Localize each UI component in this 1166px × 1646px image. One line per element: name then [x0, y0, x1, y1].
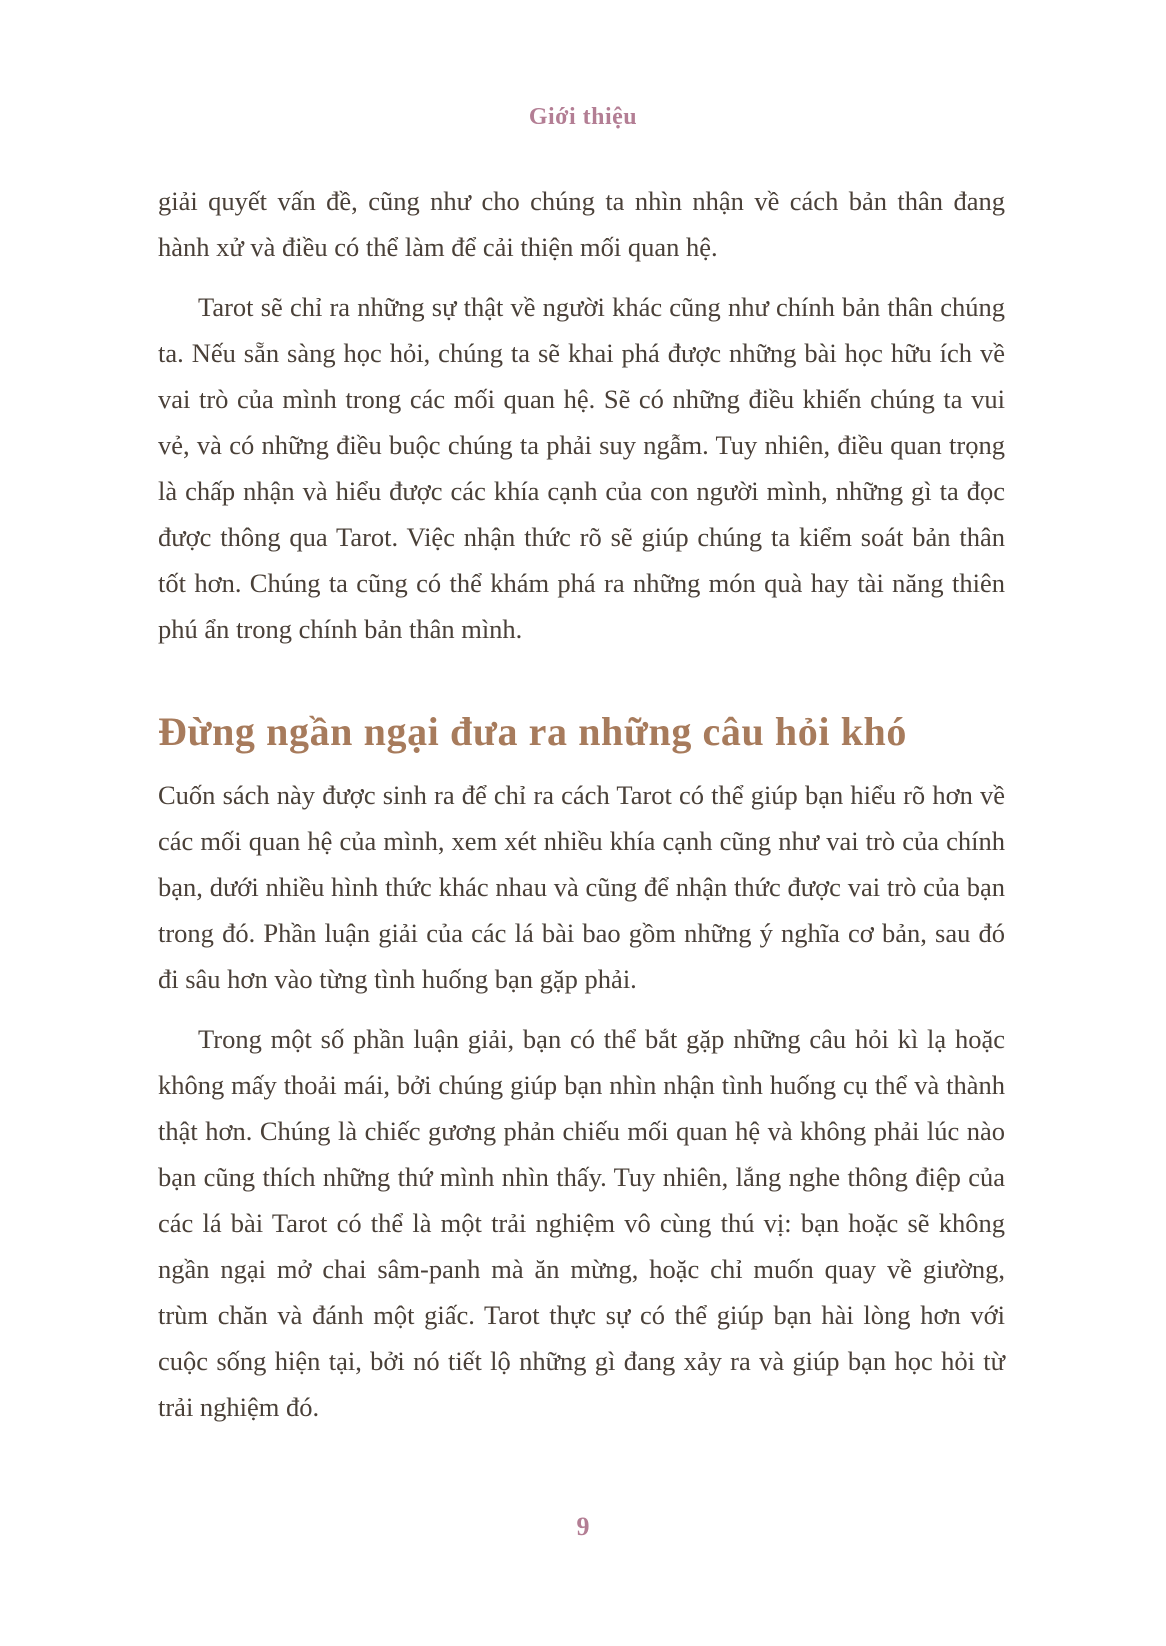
page-number: 9: [576, 1512, 590, 1541]
paragraph-tarot-truths: Tarot sẽ chỉ ra những sự thật về người khác cũng như chính bản thân chúng ta. Nếu sẵn sàng học hỏi, chúng ta sẽ khai phá được những bài học hữu ích về vai trò của mình trong các mối quan hệ. Sẽ có những điều khiến chúng ta vui vẻ, và có những điều buộc chúng ta phải suy ngẫm. Tuy nhiên, điều quan trọng là chấp nhận và hiểu được các khía cạnh của con người mình, những gì ta đọc được thông qua Tarot. Việc nhận thức rõ sẽ giúp chúng ta kiểm soát bản thân tốt hơn. Chúng ta cũng có thể khám phá ra những món quà hay tài năng thiên phú ẩn trong chính bản thân mình.: [158, 292, 1005, 644]
running-header: Giới thiệu: [528, 104, 638, 130]
paragraph-book-purpose: Cuốn sách này được sinh ra để chỉ ra cách Tarot có thể giúp bạn hiểu rõ hơn về các mối quan hệ của mình, xem xét nhiều khía cạnh cũng như vai trò của chính bạn, dưới nhiều hình thức khác nhau và cũng để nhận thức được vai trò của bạn trong đó. Phần luận giải của các lá bài bao gồm những ý nghĩa cơ bản, sau đó đi sâu hơn vào từng tình huống bạn gặp phải.: [158, 780, 1005, 994]
paragraph-continuation: giải quyết vấn đề, cũng như cho chúng ta nhìn nhận về cách bản thân đang hành xử và điều có thể làm để cải thiện mối quan hệ.: [158, 186, 1005, 262]
section-heading: Đừng ngần ngại đưa ra những câu hỏi khó: [158, 709, 907, 754]
paragraph-difficult-questions: Trong một số phần luận giải, bạn có thể bắt gặp những câu hỏi kì lạ hoặc không mấy thoải mái, bởi chúng giúp bạn nhìn nhận tình huống cụ thể và thành thật hơn. Chúng là chiếc gương phản chiếu mối quan hệ và không phải lúc nào bạn cũng thích những thứ mình nhìn thấy. Tuy nhiên, lắng nghe thông điệp của các lá bài Tarot có thể là một trải nghiệm vô cùng thú vị: bạn hoặc sẽ không ngần ngại mở chai sâm-panh mà ăn mừng, hoặc chỉ muốn quay về giường, trùm chăn và đánh một giấc. Tarot thực sự có thể giúp bạn hài lòng hơn với cuộc sống hiện tại, bởi nó tiết lộ những gì đang xảy ra và giúp bạn học hỏi từ trải nghiệm đó.: [158, 1024, 1005, 1422]
page-content: [158, 178, 1005, 1430]
